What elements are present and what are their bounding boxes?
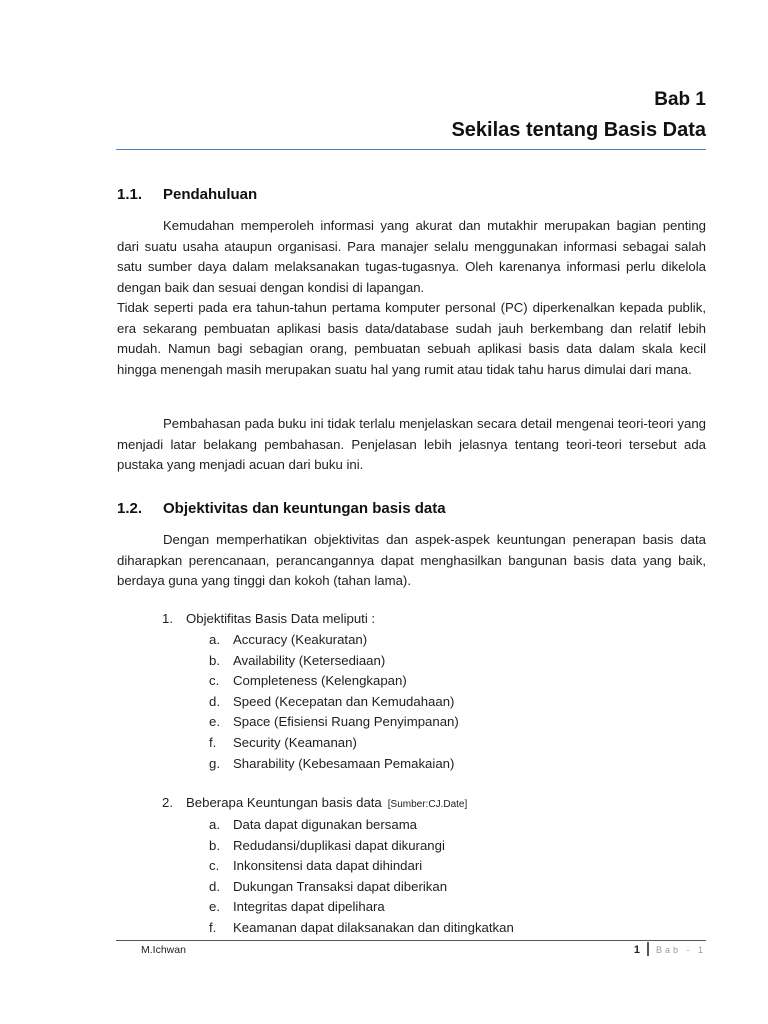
section-heading-pendahuluan [117, 186, 257, 203]
chapter-number: Bab 1 [654, 89, 706, 110]
section-title: Pendahuluan [163, 186, 258, 203]
list-item: d. Dukungan Transaksi dapat diberikan [209, 878, 448, 894]
footer-author: M.Ichwan [141, 944, 186, 956]
keuntungan-list [209, 815, 514, 939]
list-item: d. Speed (Kecepatan dan Kemudahaan) [209, 693, 455, 709]
section-number: 1.2. [117, 500, 143, 517]
list-item: a. Accuracy (Keakuratan) [209, 632, 368, 647]
list-title: Objektifitas Basis Data meliputi : [186, 611, 376, 626]
list-item: e. Space (Efisiensi Ruang Penyimpanan) [209, 714, 459, 730]
list-title: Beberapa Keuntungan basis data [186, 795, 382, 810]
footer-divider [116, 940, 706, 941]
paragraph: Dengan memperhatikan objektivitas dan aspek-aspek keuntungan penerapan basis data diharapkan perencanaan, perancangannya dapat menghasilkan bangunan basis data yang baik, berdaya guna yang tinggi dan kokoh (tahan lama). [117, 532, 706, 589]
list-item: f. Keamanan dapat dilaksanakan dan ditingkatkan [209, 919, 514, 935]
chapter-title: Sekilas tentang Basis Data [451, 119, 706, 141]
page-label: Bab - 1 [655, 945, 706, 955]
section-title: Objektivitas dan keuntungan basis data [163, 500, 446, 517]
list-heading-keuntungan [162, 795, 467, 810]
list-item: c. Completeness (Kelengkapan) [209, 673, 407, 689]
list-item: b. Redudansi/duplikasi dapat dikurangi [209, 837, 445, 853]
section-heading-objektivitas [117, 500, 446, 517]
objektifitas-list [209, 630, 459, 774]
list-heading-objektifitas [162, 611, 375, 626]
list-item: f. Security (Keamanan) [209, 734, 357, 750]
list-item: c. Inkonsitensi data dapat dihindari [209, 858, 423, 874]
list-item: b. Availability (Ketersediaan) [209, 652, 386, 668]
list-number: 2. [162, 795, 173, 810]
source-citation: [Sumber:CJ.Date] [387, 799, 468, 810]
paragraph: Kemudahan memperoleh informasi yang akurat dan mutakhir merupakan bagian penting dari suatu usaha ataupun organisasi. Para manajer selalu menggunakan informasi sebagai salah satu sumber daya dalam melaksanakan tugas-tugasnya. Oleh karenanya informasi perlu dikelola dengan baik dan sesuai dengan kondisi di lapangan. [117, 218, 706, 295]
section-number: 1.1. [117, 186, 143, 203]
page-number: 1 [633, 944, 640, 956]
list-number: 1. [162, 611, 173, 626]
list-item: e. Integritas dapat dipelihara [209, 899, 385, 915]
list-item: a. Data dapat digunakan bersama [209, 817, 418, 832]
title-divider [116, 149, 706, 150]
footer-page-info [634, 942, 706, 956]
paragraph: Tidak seperti pada era tahun-tahun pertama komputer personal (PC) diperkenalkan kepada publik, era sekarang pembuatan aplikasi basis data/database sudah jauh berkembang dan relatif lebih mudah. Namun bagi sebagian orang, pembuatan sebuah aplikasi basis data dalam skala kecil hingga menengah masih merupakan suatu hal yang rumit atau tidak tahu harus dimulai dari mana. [117, 300, 706, 377]
list-item: g. Sharability (Kebesamaan Pemakaian) [209, 755, 455, 771]
paragraph: Pembahasan pada buku ini tidak terlalu menjelaskan secara detail mengenai teori-teori yang menjadi latar belakang pembahasan. Penjelasan lebih jelasnya tentang teori-teori tersebut ada pustaka yang menjadi acuan dari buku ini. [117, 416, 706, 473]
page-separator [647, 942, 649, 956]
